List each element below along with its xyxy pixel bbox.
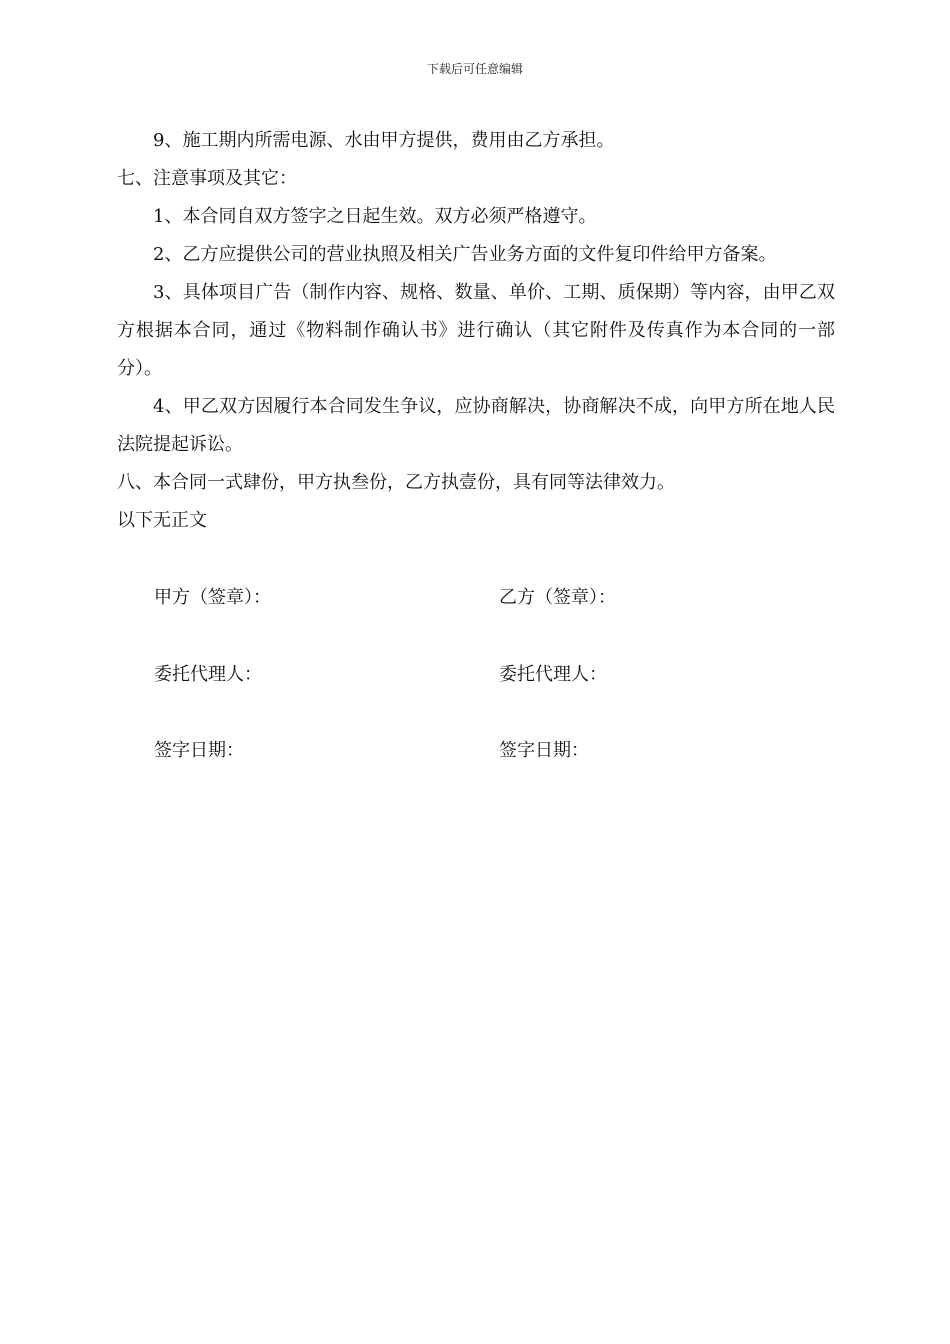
party-a-date-label: 签字日期： [154, 740, 244, 761]
party-a-agent-label: 委托代理人： [154, 664, 262, 685]
party-b-seal-label: 乙方（签章）： [499, 587, 616, 608]
party-b-agent-label: 委托代理人： [499, 664, 607, 685]
end-note: 以下无正文 [117, 510, 207, 531]
party-a-seal-label: 甲方（签章）： [154, 587, 271, 608]
section-7-item-4: 4、甲乙双方因履行本合同发生争议，应协商解决，协商解决不成，向甲方所在地人民法院提起诉讼。 [117, 396, 835, 455]
section-7-item-3: 3、具体项目广告（制作内容、规格、数量、单价、工期、质保期）等内容，由甲乙双方根据本合同，通过《物料制作确认书》进行确认（其它附件及传真作为本合同的一部分）。 [117, 282, 835, 379]
contract-body [117, 122, 835, 540]
header-note: 下载后可任意编辑 [426, 62, 523, 76]
section-7-item-2: 2、乙方应提供公司的营业执照及相关广告业务方面的文件复印件给甲方备案。 [153, 244, 777, 265]
section-7-title: 七、注意事项及其它： [117, 168, 297, 189]
section-8: 八、本合同一式肆份，甲方执叁份，乙方执壹份，具有同等法律效力。 [117, 472, 675, 493]
clause-item-9: 9、施工期内所需电源、水由甲方提供，费用由乙方承担。 [153, 130, 615, 151]
section-7-item-1: 1、本合同自双方签字之日起生效。双方必须严格遵守。 [153, 206, 597, 227]
party-b-date-label: 签字日期： [499, 740, 589, 761]
